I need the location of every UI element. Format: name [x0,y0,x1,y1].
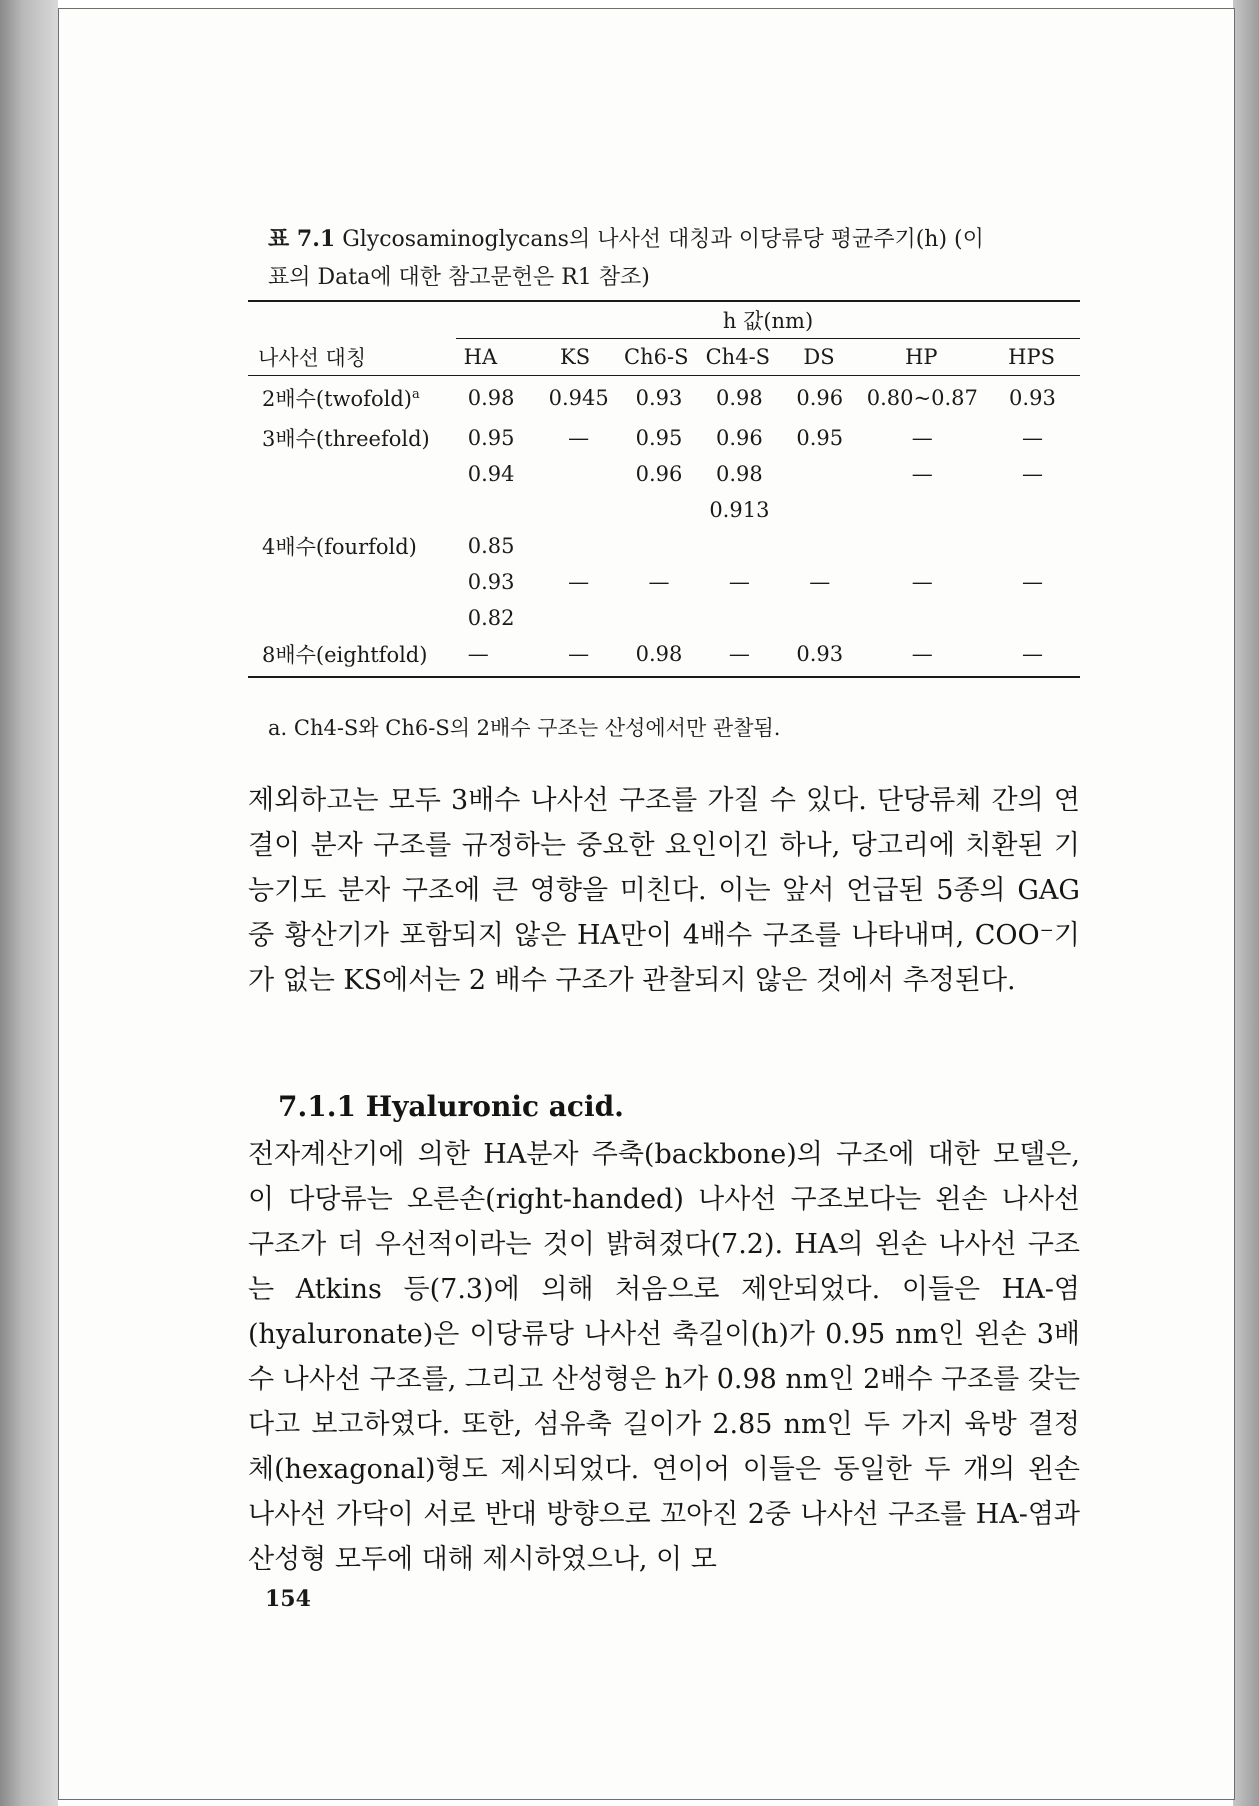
column-header: KS [560,345,591,369]
table-cell [780,492,860,528]
table-cell [699,528,780,564]
table-cell [860,600,985,636]
table-cell: 0.93 [635,386,683,410]
table-body [248,376,1080,672]
footnote-marker: a [411,387,420,402]
column-header: HA [463,345,498,369]
table-cell: 0.98 [715,386,763,410]
table-cell [538,456,619,492]
row-label [248,636,468,672]
table-cell [619,492,699,528]
table-cell: 0.95 [467,426,515,450]
table-cell: — [1021,642,1043,666]
table-cell [780,528,860,564]
table-row [248,376,1080,420]
table-cell: 0.98 [467,386,515,410]
table-cell: 0.96 [796,386,844,410]
row-label-text: 2배수(twofold) [262,387,412,411]
table-cell: 0.93 [796,642,844,666]
table-cell [699,600,780,636]
table-cell: — [911,426,933,450]
table-cell: 0.913 [709,498,770,522]
table-cell [860,528,985,564]
column-header: HPS [1008,345,1055,369]
row-label-text: 3배수(threefold) [262,427,430,451]
column-header: DS [803,345,835,369]
data-table [248,300,1080,678]
table-cell: 0.96 [715,426,763,450]
table-cell: — [1021,462,1043,486]
table-cell [860,492,985,528]
table-row [248,456,1080,492]
row-label [248,528,468,564]
row-label [248,376,468,420]
table-cell: — [467,642,489,666]
table-cell: — [911,462,933,486]
table-cell: — [1021,570,1043,594]
row-label-text: 8배수(eightfold) [262,643,428,667]
row-label [248,492,468,528]
table-caption [268,220,1084,297]
paragraph-1 [248,778,1080,1003]
table-cell [780,600,860,636]
table-cell: — [728,570,750,594]
table-cell: 0.82 [467,606,515,630]
table-cell [985,492,1080,528]
table-row [248,528,1080,564]
table-row [248,636,1080,672]
table-cell: — [568,570,590,594]
table-cell [538,600,619,636]
table-cell [780,456,860,492]
table-cell: 0.945 [548,386,609,410]
paragraph-2-text: 전자계산기에 의한 HA분자 주축(backbone)의 구조에 대한 모델은, 이 다당류는 오른손(right-handed) 나사선 구조보다는 왼손 나사선 구조가 더 우선적이라는 것이 밝혀졌다(7.2). HA의 왼손 나사선 구조는 Atkins 등(7.3)에 의해 처음으로 제안되었다. 이들은 HA-염(hyaluronate)은 이당류당 나사선 축길이(h)가 0.95 nm인 왼손 3배수 나사선 구조를, 그리고 산성형은 h가 0.98 nm인 2배수 구조를 갖는다고 보고하였다. 또한, 섬유축 길이가 2.85 nm인 두 가지 육방 결정체(hexagonal)형도 제시되었다. 연이어 이들은 동일한 두 개의 왼손 나사선 가닥이 서로 반대 방향으로 꼬아진 2중 나사선 구조를 HA-염과 산성형 모두에 대해 제시하였으나, 이 모 [248,1139,1080,1575]
row-label [248,420,468,456]
table-cell: 0.95 [796,426,844,450]
column-header: Ch6-S [624,345,689,369]
table-cell: — [568,642,590,666]
table-cell [985,528,1080,564]
table-row [248,564,1080,600]
table-caption-number: 표 7.1 [268,226,336,252]
page-edge-right [1233,0,1259,1806]
table-cell: — [911,642,933,666]
table-header-row [248,339,1080,375]
table-caption-line1: Glycosaminoglycans의 나사선 대칭과 이당류당 평균주기(h) (이 [342,227,984,252]
table-row [248,420,1080,456]
row-label-text: 4배수(fourfold) [262,535,417,559]
table-cell: 0.93 [1009,386,1056,410]
column-header: 나사선 대칭 [258,346,367,370]
table-cell: 0.80~0.87 [866,386,978,410]
table-cell [538,528,619,564]
section-heading: 7.1.1 Hyaluronic acid. [278,1090,624,1123]
page-edge-left [0,0,58,1806]
table-row [248,492,1080,528]
table-cell: 0.95 [635,426,683,450]
row-label [248,600,468,636]
table-cell: 0.98 [715,462,763,486]
column-header: HP [905,345,938,369]
column-header: Ch4-S [705,345,771,369]
table-cell [468,492,539,528]
page-number: 154 [265,1586,311,1612]
paragraph-1-text: 제외하고는 모두 3배수 나사선 구조를 가질 수 있다. 단당류체 간의 연결이 분자 구조를 규정하는 중요한 요인이긴 하나, 당고리에 치환된 기능기도 분자 구조에 큰 영향을 미친다. 이는 앞서 언급된 5종의 GAG 중 황산기가 포함되지 않은 HA만이 4배수 구조를 나타내며, COO⁻기가 없는 KS에서는 2 배수 구조가 관찰되지 않은 것에서 추정된다. [248,785,1080,996]
table-cell [619,528,699,564]
table-cell: 0.85 [467,534,515,558]
table-cell: — [1021,426,1043,450]
row-label [248,456,468,492]
table-footnote: a. Ch4-S와 Ch6-S의 2배수 구조는 산성에서만 관찰됨. [268,716,781,740]
table-cell: — [911,570,933,594]
table-cell: 0.98 [635,642,683,666]
table-cell [538,492,619,528]
row-label [248,564,468,600]
paragraph-2 [248,1132,1080,1582]
table-cell [619,600,699,636]
table-cell: — [809,570,831,594]
table-cell: — [728,642,750,666]
group-header: h 값(nm) [722,309,814,333]
table-row [248,600,1080,636]
table-cell: — [648,570,670,594]
table-cell: — [568,426,590,450]
table-cell: 0.93 [467,570,515,594]
table-cell: 0.94 [467,462,515,486]
table-cell: 0.96 [635,462,683,486]
table-cell [985,600,1080,636]
table-caption-line2: 표의 Data에 대한 참고문헌은 R1 참조) [268,265,650,290]
